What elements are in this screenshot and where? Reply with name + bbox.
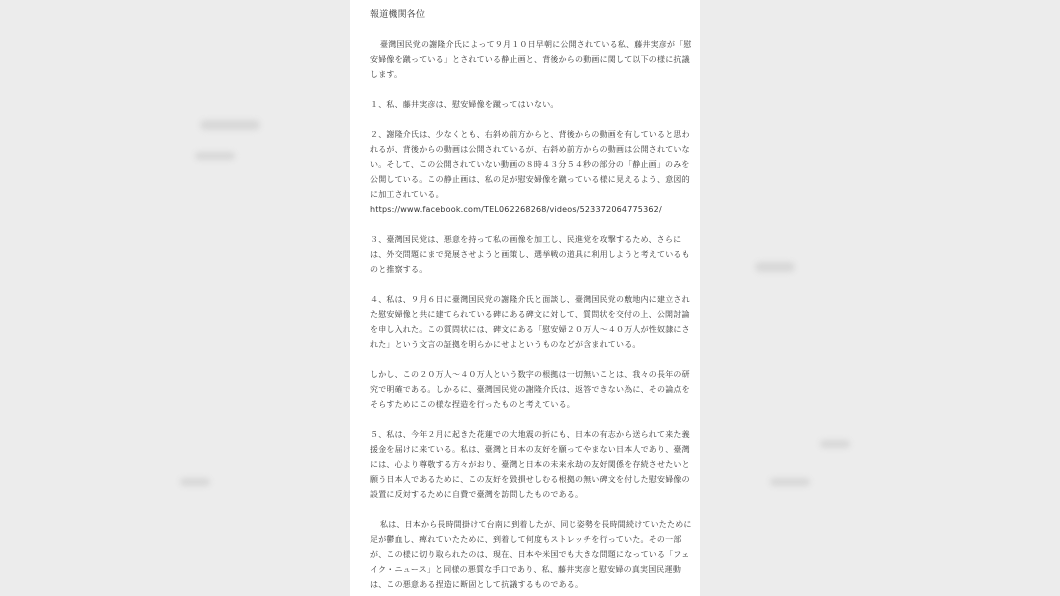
point-1-paragraph: １、私、藤井実彦は、慰安婦像を蹴ってはいない。 — [370, 100, 559, 109]
video-url-link[interactable]: https://www.facebook.com/TEL062268268/videos/523372064775362/ — [370, 205, 662, 214]
point-3-paragraph: ３、臺灣国民党は、悪意を持って私の画像を加工し、民進党を攻撃するため、さらには、外交問題にまで発展させようと画策し、選挙戦の道具に利用しようと考えているものと推察する。 — [370, 235, 690, 274]
intro-paragraph: 臺灣国民党の謝隆介氏によって９月１０日早朝に公開されている私、藤井実彦が「慰安婦像を蹴っている」とされている静止画と、背後からの動画に関して以下の様に抗議します。 — [370, 40, 692, 79]
blurred-text-block — [200, 120, 260, 130]
blurred-text-block — [195, 152, 235, 160]
press-release-document — [350, 0, 700, 596]
closing-paragraph: 私は、日本から長時間掛けて台南に到着したが、同じ姿勢を長時間続けていたために足が鬱血し、痺れていたために、到着して何度もストレッチを行っていた。その一部が、この様に切り取られたのは、現在、日本や米国でも大きな問題になっている「フェイク・ニュース」と同様の悪質な手口であり、私、藤井実彦と慰安婦の真実国民運動は、この悪意ある捏造に断固として抗議するものである。 — [370, 520, 692, 589]
blurred-text-block — [820, 440, 850, 448]
point-4-continuation-paragraph: しかし、この２０万人～４０万人という数字の根拠は一切無いことは、我々の長年の研究で明確である。しかるに、臺灣国民党の謝隆介氏は、返答できない為に、その論点をそらすためにこの様な捏造を行ったものと考えている。 — [370, 370, 690, 409]
document-title: 報道機関各位 — [370, 10, 426, 20]
point-5-paragraph: ５、私は、今年２月に起きた花蓮での大地震の折にも、日本の有志から送られて来た義援金を届けに来ている。私は、臺灣と日本の友好を願ってやまない日本人であり、臺灣には、心より尊敬する方々がおり、臺灣と日本の未来永劫の友好関係を存続させたいと願う日本人であるために、この友好を毀損せしむる根拠の無い碑文を付した慰安婦像の設置に反対するために自費で臺灣を訪問したものである。 — [370, 430, 690, 499]
right-blurred-background — [700, 0, 1060, 596]
blurred-text-block — [755, 262, 795, 272]
point-2-paragraph: ２、謝隆介氏は、少なくとも、右斜め前方からと、背後からの動画を有していると思われるが、背後からの動画は公開されているが、右斜め前方からの動画は公開されていない。そして、この公開されていない動画の８時４３分５４秒の部分の「静止画」のみを公開している。この静止画は、私の足が慰安婦像を蹴っている様に見えるよう、意図的に加工されている。 — [370, 130, 690, 199]
blurred-text-block — [770, 478, 810, 486]
point-4-paragraph: ４、私は、９月６日に臺灣国民党の謝隆介氏と面談し、臺灣国民党の敷地内に建立された慰安婦像と共に建てられている碑にある碑文に対して、質問状を交付の上、公開討論を申し入れた。この質問状には、碑文にある「慰安婦２０万人～４０万人が性奴隷にされた」という文言の証拠を明らかにせよというものなどが含まれている。 — [370, 295, 690, 349]
blurred-text-block — [180, 478, 210, 486]
left-blurred-background — [0, 0, 350, 596]
